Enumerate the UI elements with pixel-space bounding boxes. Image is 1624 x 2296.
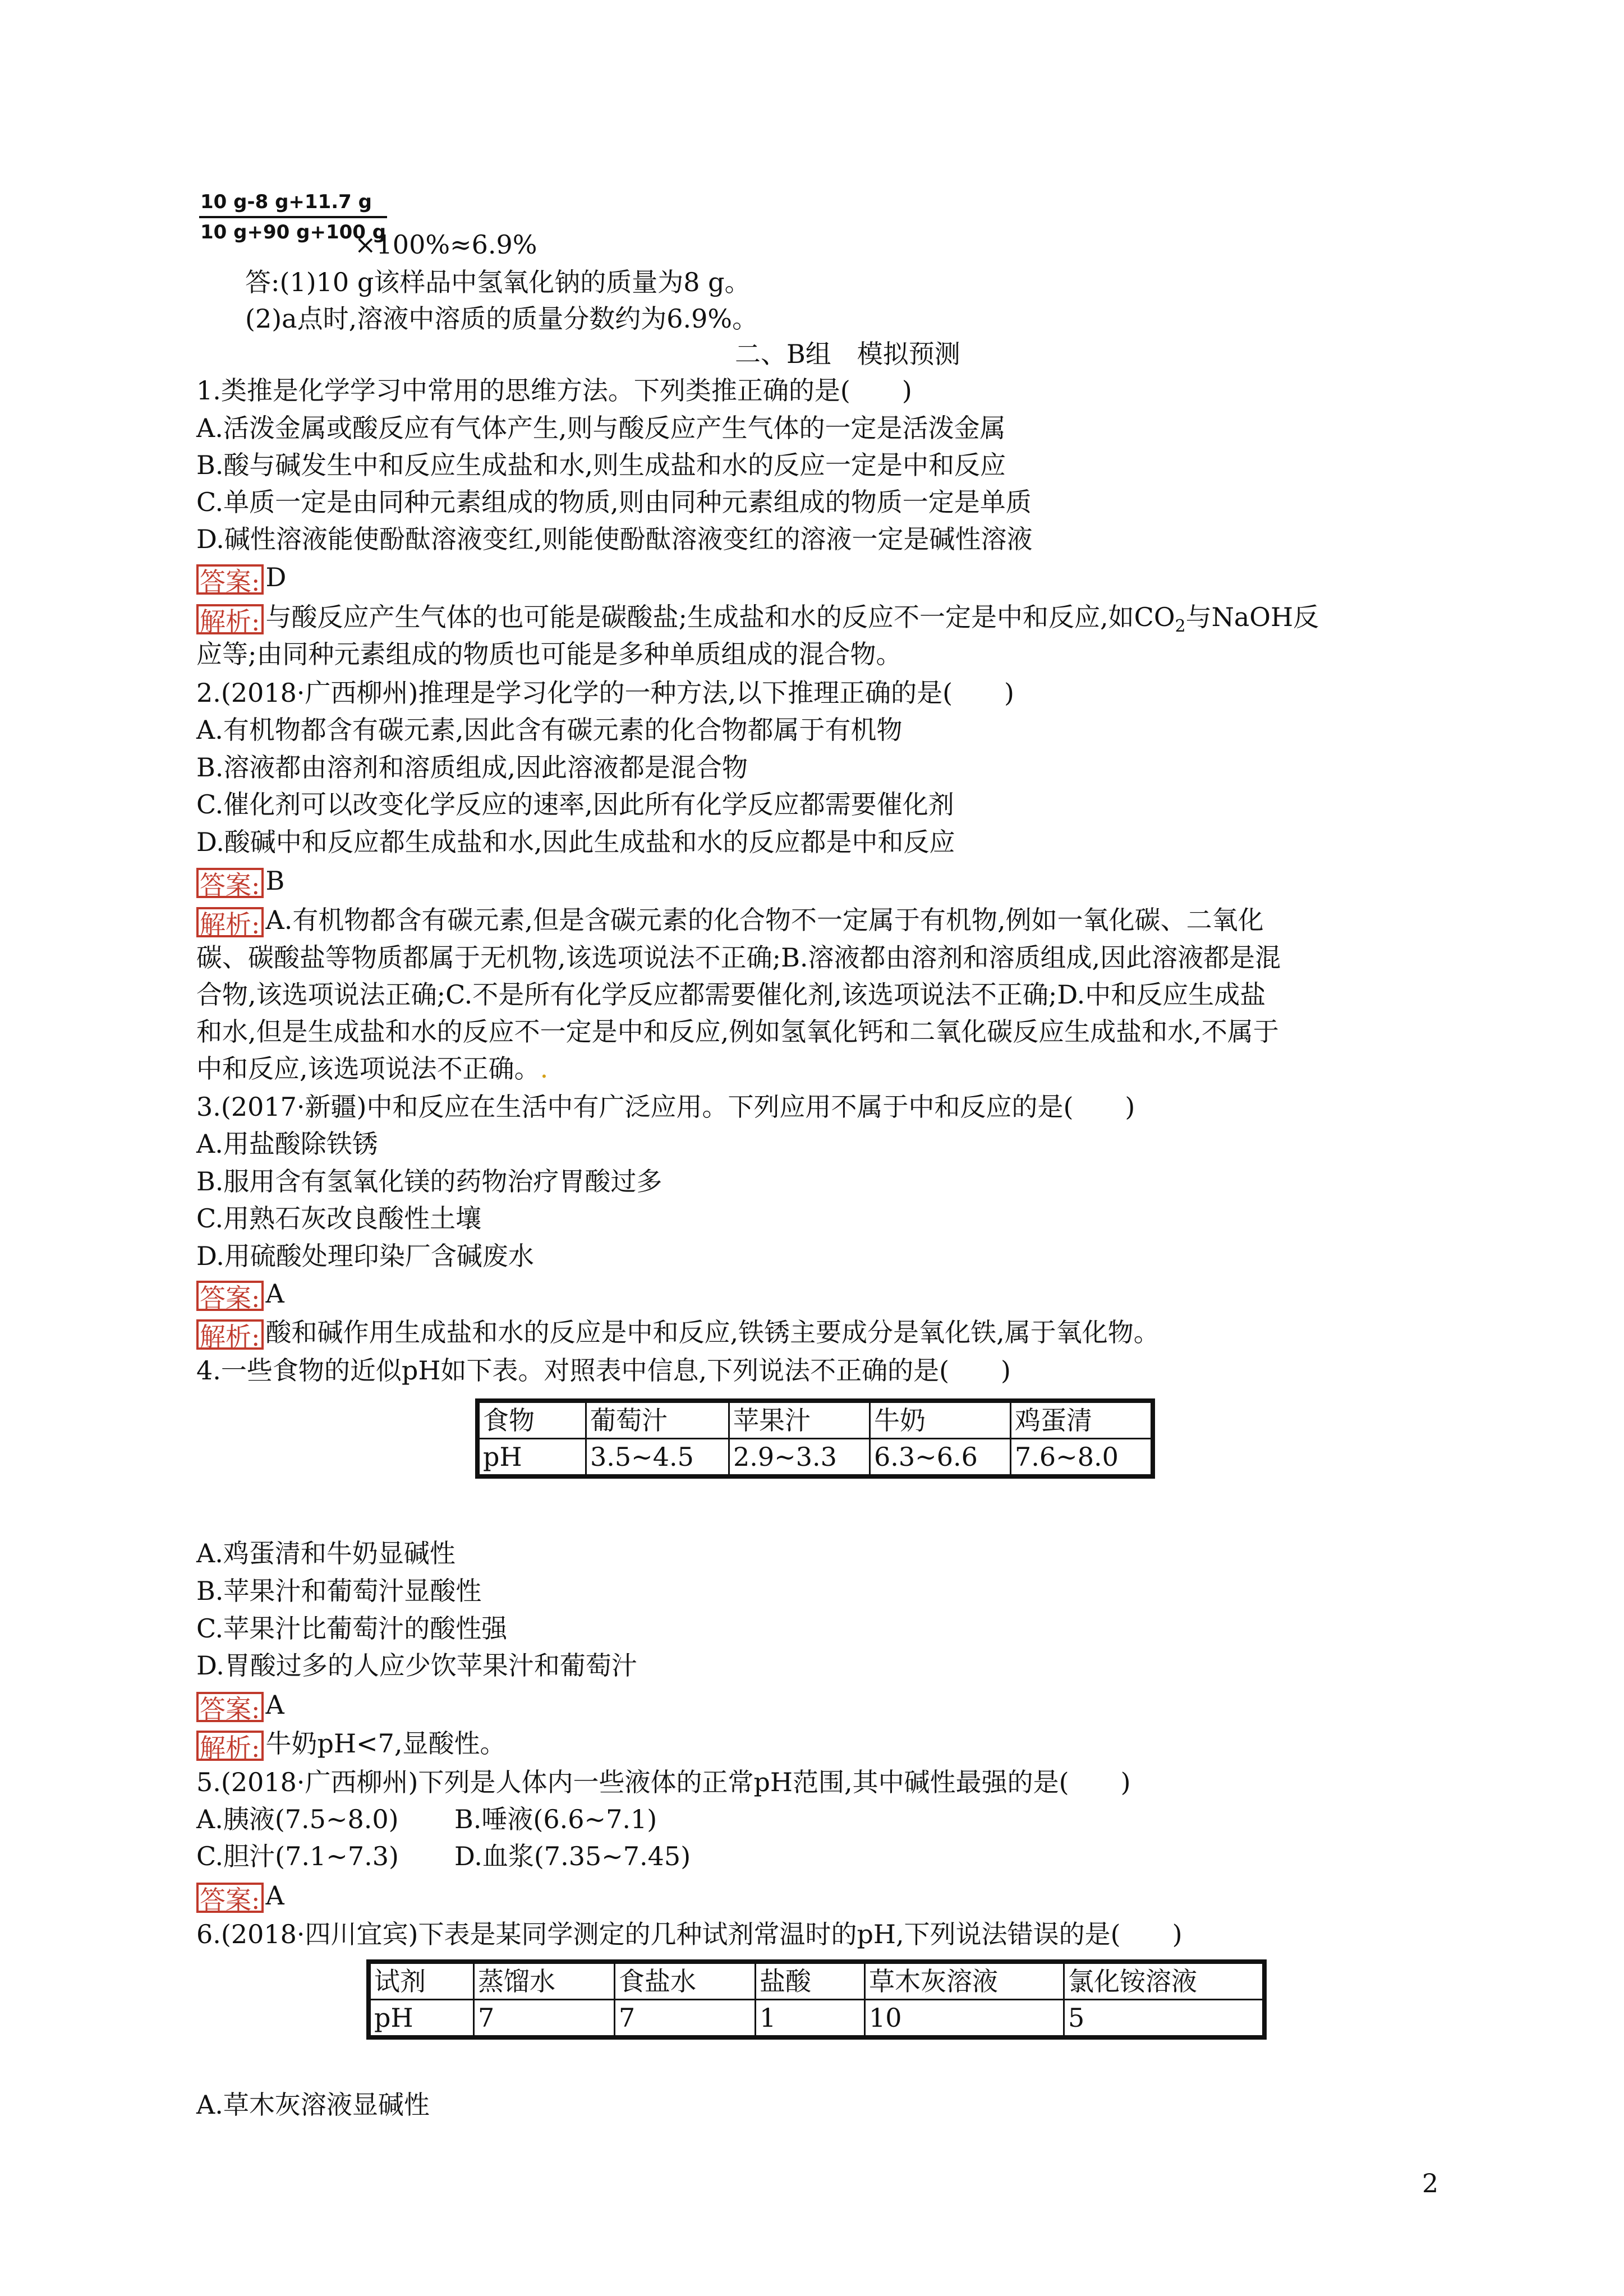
q5-option-c: C.胆汁(7.1~7.3) bbox=[196, 1841, 399, 1871]
table-cell: 葡萄汁 bbox=[586, 1401, 729, 1439]
answer-label: 答案: bbox=[196, 1692, 264, 1722]
q3-analysis: 解析: 酸和碱作用生成盐和水的反应是中和反应,铁锈主要成分是氧化铁,属于氧化物。 bbox=[196, 1314, 1160, 1351]
q4-stem: 4.一些食物的近似pH如下表。对照表中信息,下列说法不正确的是( ) bbox=[196, 1355, 1011, 1386]
q2-analysis-line-4: 和水,但是生成盐和水的反应不一定是中和反应,例如氢氧化钙和二氧化碳反应生成盐和水,不属于 bbox=[196, 1016, 1279, 1047]
table-cell: 蒸馏水 bbox=[474, 1962, 615, 2000]
q3-stem: 3.(2017·新疆)中和反应在生活中有广泛应用。下列应用不属于中和反应的是( ) bbox=[196, 1092, 1135, 1122]
table-cell: 10 bbox=[865, 2000, 1064, 2038]
q5-answer-value: A bbox=[265, 1880, 284, 1911]
analysis-label: 解析: bbox=[196, 1731, 264, 1761]
table-cell: 5 bbox=[1064, 2000, 1265, 2038]
table-cell: 盐酸 bbox=[756, 1962, 865, 2000]
q4-option-b: B.苹果汁和葡萄汁显酸性 bbox=[196, 1576, 482, 1606]
q6-option-a: A.草木灰溶液显碱性 bbox=[196, 2090, 430, 2120]
answer-line-2: (2)a点时,溶液中溶质的质量分数约为6.9%。 bbox=[245, 303, 758, 334]
q5-option-b: B.唾液(6.6~7.1) bbox=[454, 1804, 657, 1834]
q4-option-c: C.苹果汁比葡萄汁的酸性强 bbox=[196, 1613, 508, 1644]
table-cell: 苹果汁 bbox=[729, 1401, 870, 1439]
q5-stem: 5.(2018·广西柳州)下列是人体内一些液体的正常pH范围,其中碱性最强的是( ) bbox=[196, 1767, 1131, 1797]
q1-option-b: B.酸与碱发生中和反应生成盐和水,则生成盐和水的反应一定是中和反应 bbox=[196, 450, 1006, 480]
q2-analysis-line-1: 解析: A.有机物都含有碳元素,但是含碳元素的化合物不一定属于有机物,例如一氧化碳、二氧化 bbox=[196, 901, 1264, 938]
table-cell: 1 bbox=[756, 2000, 865, 2038]
analysis-label: 解析: bbox=[196, 1319, 264, 1350]
table-row bbox=[369, 1962, 1264, 2000]
q2-option-a: A.有机物都含有碳元素,因此含有碳元素的化合物都属于有机物 bbox=[196, 715, 903, 745]
table-cell: 7 bbox=[615, 2000, 756, 2038]
table-cell: 7.6~8.0 bbox=[1011, 1439, 1153, 1477]
answer-line-1: 答:(1)10 g该样品中氢氧化钠的质量为8 g。 bbox=[245, 267, 751, 297]
table-cell: 6.3~6.6 bbox=[870, 1439, 1011, 1477]
table-cell: 7 bbox=[474, 2000, 615, 2038]
q2-analysis-line-5: 中和反应,该选项说法不正确。. bbox=[196, 1053, 549, 1084]
table-cell: pH bbox=[477, 1439, 586, 1477]
q3-option-d: D.用硫酸处理印染厂含碱废水 bbox=[196, 1241, 534, 1271]
table-cell: 氯化铵溶液 bbox=[1064, 1962, 1265, 2000]
answer-label: 答案: bbox=[196, 1281, 264, 1311]
table-cell: 2.9~3.3 bbox=[729, 1439, 870, 1477]
q3-option-c: C.用熟石灰改良酸性土壤 bbox=[196, 1203, 482, 1234]
q5-option-d: D.血浆(7.35~7.45) bbox=[454, 1841, 691, 1871]
q1-analysis-line-2: 应等;由同种元素组成的物质也可能是多种单质组成的混合物。 bbox=[196, 639, 902, 669]
q3-option-b: B.服用含有氢氧化镁的药物治疗胃酸过多 bbox=[196, 1166, 663, 1197]
decorative-dot: . bbox=[540, 1053, 549, 1084]
q4-answer-value: A bbox=[265, 1690, 284, 1720]
q2-analysis-line-2: 碳、碳酸盐等物质都属于无机物,该选项说法不正确;B.溶液都由溶剂和溶质组成,因此溶液都是混 bbox=[196, 942, 1281, 973]
table-cell: 食物 bbox=[477, 1401, 586, 1439]
page-number: 2 bbox=[1422, 2168, 1439, 2198]
q4-answer bbox=[196, 1686, 284, 1723]
q3-option-a: A.用盐酸除铁锈 bbox=[196, 1129, 378, 1159]
q3-answer bbox=[196, 1275, 284, 1312]
q2-option-c: C.催化剂可以改变化学反应的速率,因此所有化学反应都需要催化剂 bbox=[196, 789, 954, 820]
q4-option-d: D.胃酸过多的人应少饮苹果汁和葡萄汁 bbox=[196, 1650, 637, 1681]
table-cell: 3.5~4.5 bbox=[586, 1439, 729, 1477]
q5-answer bbox=[196, 1877, 284, 1914]
q2-answer-value: B bbox=[265, 866, 285, 896]
fraction-denominator: 10 g+90 g+100 g bbox=[200, 221, 387, 243]
q4-ph-table bbox=[475, 1398, 1155, 1479]
q2-analysis-line-3: 合物,该选项说法正确;C.不是所有化学反应都需要催化剂,该选项说法不正确;D.中和反应生成盐 bbox=[196, 979, 1266, 1010]
table-cell: 牛奶 bbox=[870, 1401, 1011, 1439]
q1-option-c: C.单质一定是由同种元素组成的物质,则由同种元素组成的物质一定是单质 bbox=[196, 487, 1032, 517]
q2-option-d: D.酸碱中和反应都生成盐和水,因此生成盐和水的反应都是中和反应 bbox=[196, 827, 955, 857]
q2-answer bbox=[196, 862, 284, 899]
fraction-numerator: 10 g-8 g+11.7 g bbox=[199, 188, 387, 218]
table-row bbox=[369, 2000, 1264, 2038]
answer-label: 答案: bbox=[196, 564, 264, 595]
table-cell: 食盐水 bbox=[615, 1962, 756, 2000]
answer-label: 答案: bbox=[196, 868, 264, 898]
table-cell: 草木灰溶液 bbox=[865, 1962, 1064, 2000]
table-row bbox=[477, 1439, 1153, 1477]
q3-answer-value: A bbox=[265, 1278, 284, 1309]
q4-option-a: A.鸡蛋清和牛奶显碱性 bbox=[196, 1538, 456, 1568]
analysis-label: 解析: bbox=[196, 907, 264, 937]
section-title: 二、B组 模拟预测 bbox=[735, 339, 960, 369]
table-cell: pH bbox=[369, 2000, 474, 2038]
fraction-tail: ×100%≈6.9% bbox=[355, 229, 537, 260]
q1-stem: 1.类推是化学学习中常用的思维方法。下列类推正确的是( ) bbox=[196, 375, 912, 406]
answer-label: 答案: bbox=[196, 1883, 264, 1913]
q1-option-d: D.碱性溶液能使酚酞溶液变红,则能使酚酞溶液变红的溶液一定是碱性溶液 bbox=[196, 524, 1033, 554]
q6-ph-table bbox=[366, 1959, 1267, 2040]
q2-stem: 2.(2018·广西柳州)推理是学习化学的一种方法,以下推理正确的是( ) bbox=[196, 678, 1014, 708]
analysis-label: 解析: bbox=[196, 604, 264, 634]
table-row bbox=[477, 1401, 1153, 1439]
q1-analysis-line-1: 解析: 与酸反应产生气体的也可能是碳酸盐;生成盐和水的反应不一定是中和反应,如$CO_2$与NaOH反 bbox=[196, 599, 1319, 645]
q2-option-b: B.溶液都由溶剂和溶质组成,因此溶液都是混合物 bbox=[196, 752, 748, 783]
q1-answer bbox=[196, 559, 286, 596]
q6-stem: 6.(2018·四川宜宾)下表是某同学测定的几种试剂常温时的pH,下列说法错误的是( ) bbox=[196, 1919, 1183, 1949]
q1-option-a: A.活泼金属或酸反应有气体产生,则与酸反应产生气体的一定是活泼金属 bbox=[196, 413, 1006, 443]
q4-analysis: 解析: 牛奶pH<7,显酸性。 bbox=[196, 1725, 506, 1762]
q1-answer-value: D bbox=[265, 562, 287, 592]
table-cell: 鸡蛋清 bbox=[1011, 1401, 1153, 1439]
table-cell: 试剂 bbox=[369, 1962, 474, 2000]
q5-option-a: A.胰液(7.5~8.0) bbox=[196, 1804, 399, 1834]
